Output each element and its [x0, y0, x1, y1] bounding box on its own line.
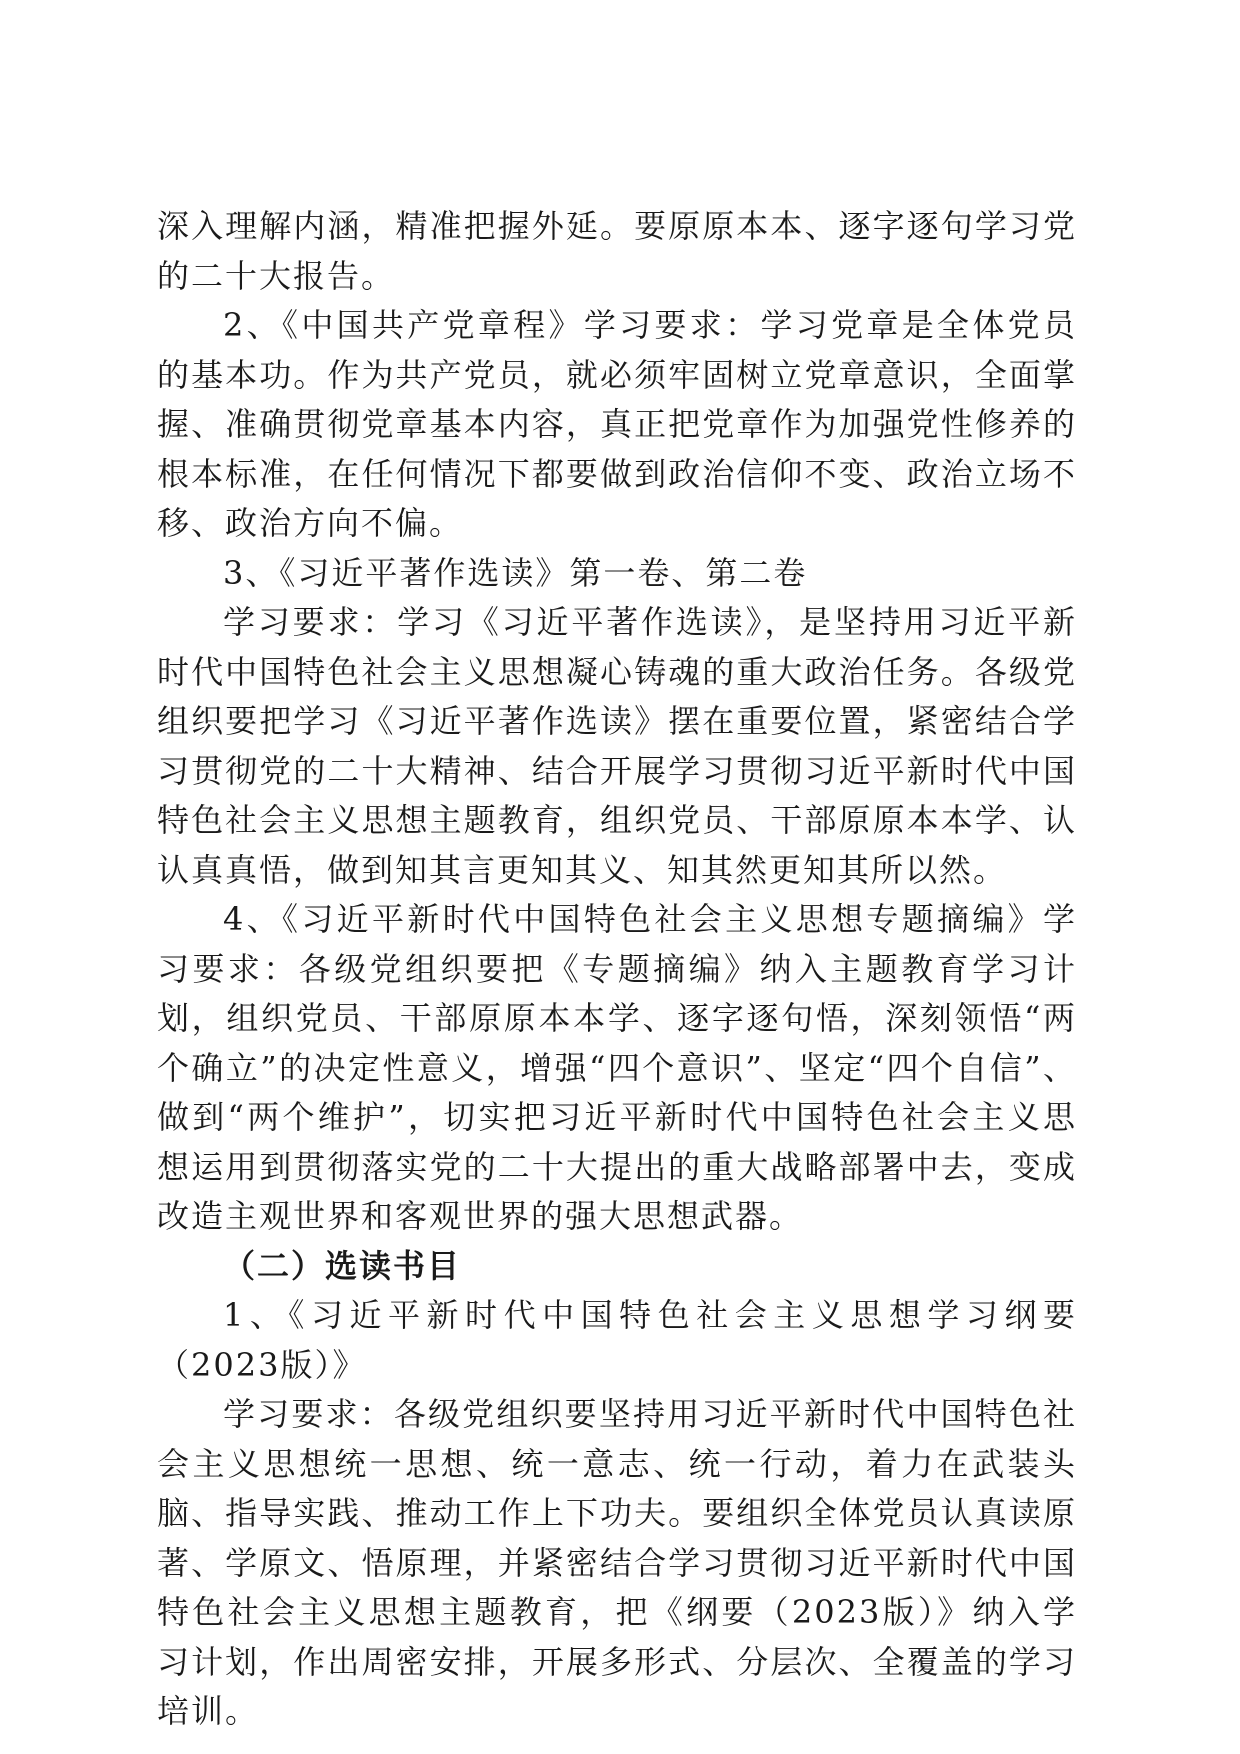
section-heading-optional-reading: （二）选读书目 — [223, 1246, 462, 1285]
paragraph-thematic-excerpts: 4、《习近平新时代中国特色社会主义思想专题摘编》学习要求：各级党组织要把《专题摘编》纳入主题教育学习计划，组织党员、干部原原本本学、逐字逐句悟，深刻领悟“两个确立”的决定性意义，增强“四个意识”、坚定“四个自信”、做到“两个维护”，切实把习近平新时代中国特色社会主义思想运用到贯彻落实党的二十大提出的重大战略部署中去，变成改造主观世界和客观世界的强大思想武器。 — [157, 900, 1077, 1235]
paragraph-selected-works-requirement: 学习要求：学习《习近平著作选读》，是坚持用习近平新时代中国特色社会主义思想凝心铸魂的重大政治任务。各级党组织要把学习《习近平著作选读》摆在重要位置，紧密结合学习贯彻党的二十大精神、结合开展学习贯彻习近平新时代中国特色社会主义思想主题教育，组织党员、干部原原本本学、认认真真悟，做到知其言更知其义、知其然更知其所以然。 — [157, 603, 1077, 889]
paragraph-study-outline-title: 1、《习近平新时代中国特色社会主义思想学习纲要（2023版）》 — [157, 1296, 1077, 1384]
paragraph-study-outline-requirement: 学习要求：各级党组织要坚持用习近平新时代中国特色社会主义思想统一思想、统一意志、统一行动，着力在武装头脑、指导实践、推动工作上下功夫。要组织全体党员认真读原著、学原文、悟原理，并紧密结合学习贯彻习近平新时代中国特色社会主义思想主题教育，把《纲要（2023版）》纳入学习计划，作出周密安排，开展多形式、分层次、全覆盖的学习培训。 — [157, 1395, 1077, 1730]
paragraph-selected-works-title: 3、《习近平著作选读》第一卷、第二卷 — [223, 553, 808, 592]
paragraph-continuation: 深入理解内涵，精准把握外延。要原原本本、逐字逐句学习党的二十大报告。 — [157, 207, 1077, 295]
document-body — [157, 202, 1077, 1737]
paragraph-party-constitution: 2、《中国共产党章程》学习要求：学习党章是全体党员的基本功。作为共产党员，就必须牢固树立党章意识，全面掌握、准确贯彻党章基本内容，真正把党章作为加强党性修养的根本标准，在任何情况下都要做到政治信仰不变、政治立场不移、政治方向不偏。 — [157, 306, 1077, 542]
